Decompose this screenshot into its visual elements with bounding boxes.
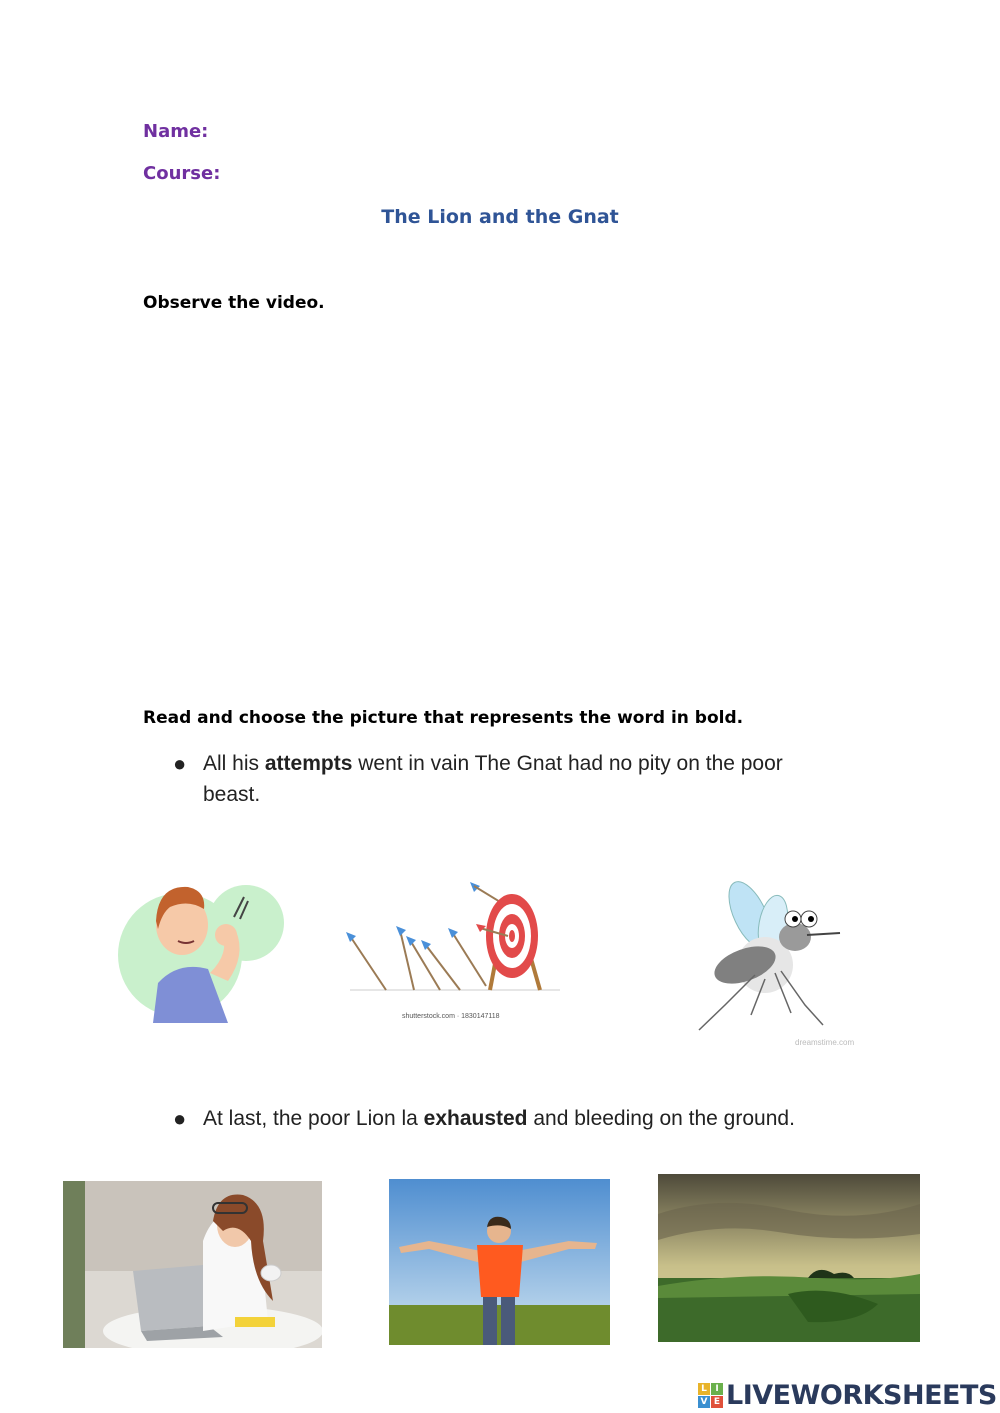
option-mosquito[interactable]	[695, 875, 870, 1053]
worksheet-title: The Lion and the Gnat	[381, 206, 619, 228]
option-happy-boy[interactable]	[389, 1179, 610, 1345]
video-area[interactable]	[143, 330, 857, 690]
boy-flexing-image	[118, 873, 288, 1025]
option-boy-flexing[interactable]	[118, 873, 288, 1025]
logo-letter: I	[711, 1383, 723, 1395]
bullet-icon: ●	[173, 1106, 187, 1131]
question-1-text	[173, 748, 823, 810]
logo-icon	[698, 1383, 723, 1408]
logo-letter: V	[698, 1396, 710, 1408]
arrows-target-image	[340, 878, 565, 1003]
logo-letter: L	[698, 1383, 710, 1395]
question-2-after: and bleeding on the ground.	[527, 1107, 795, 1130]
option-landscape[interactable]	[658, 1174, 920, 1342]
choose-instruction: Read and choose the picture that represents the word in bold.	[143, 708, 744, 728]
tired-woman-image	[63, 1181, 322, 1348]
observe-instruction: Observe the video.	[143, 293, 325, 313]
liveworksheets-logo[interactable]	[698, 1378, 997, 1412]
course-label: Course:	[143, 163, 221, 184]
mosquito-image	[695, 875, 870, 1040]
landscape-image	[658, 1174, 920, 1342]
question-1-before: All his	[203, 752, 265, 775]
bullet-icon: ●	[173, 751, 187, 776]
question-2-before: At last, the poor Lion la	[203, 1107, 424, 1130]
name-label: Name:	[143, 121, 209, 142]
happy-boy-image	[389, 1179, 610, 1345]
mosquito-caption: dreamstime.com	[795, 1038, 855, 1047]
logo-text: LIVEWORKSHEETS	[726, 1379, 997, 1411]
question-2-bold-word: exhausted	[423, 1107, 528, 1130]
question-1-bold-word: attempts	[264, 752, 353, 775]
option-arrows-target[interactable]	[340, 878, 565, 1028]
option-tired-woman[interactable]	[63, 1181, 322, 1348]
question-2-text	[173, 1103, 903, 1134]
question-1-after: went in vain The Gnat had no pity on the poor beast.	[203, 752, 783, 806]
arrows-caption: shutterstock.com · 1830147118	[402, 1013, 500, 1020]
logo-letter: E	[711, 1396, 723, 1408]
